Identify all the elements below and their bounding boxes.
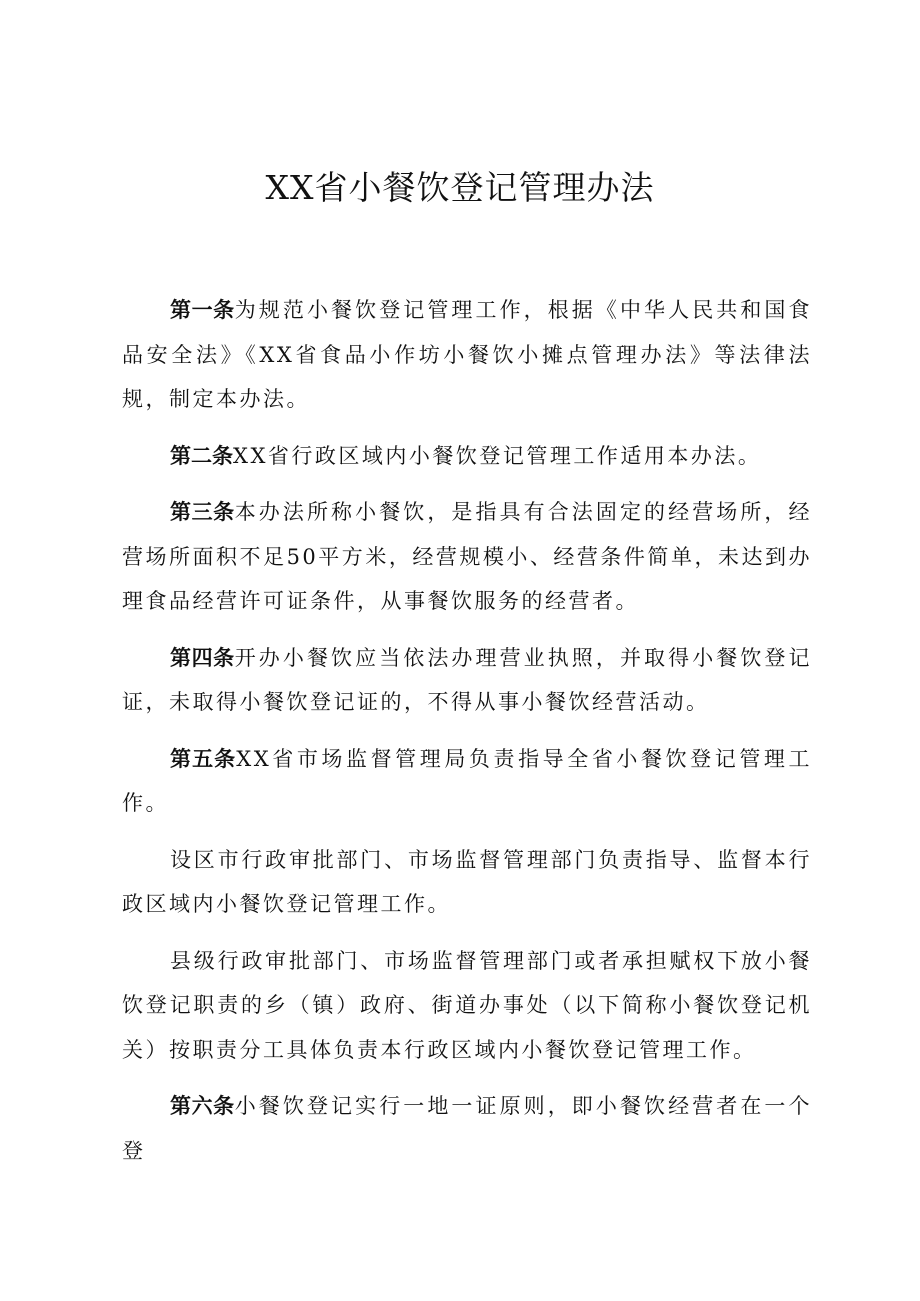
paragraph-article-3 xyxy=(122,490,812,624)
article-number: 第六条 xyxy=(170,1094,235,1118)
article-number: 第一条 xyxy=(170,298,235,322)
article-number: 第五条 xyxy=(170,746,237,771)
paragraph-article-5-clause-3 xyxy=(122,939,812,1073)
paragraph-article-1 xyxy=(122,288,812,422)
paragraph-text: XX省行政区域内小餐饮登记管理工作适用本办法。 xyxy=(233,443,762,468)
paragraph-article-5 xyxy=(122,737,812,826)
paragraph-text: 设区市行政审批部门、市场监督管理部门负责指导、监督本行政区域内小餐饮登记管理工作。 xyxy=(122,847,812,916)
article-number: 第四条 xyxy=(170,645,235,670)
document-title: XX省小餐饮登记管理办法 xyxy=(265,168,655,207)
paragraph-article-2 xyxy=(122,434,812,479)
paragraph-text: 小餐饮登记实行一地一证原则，即小餐饮经营者在一个登 xyxy=(122,1094,813,1163)
paragraph-article-5-clause-2 xyxy=(122,838,812,927)
paragraph-article-4 xyxy=(122,636,812,725)
paragraph-text: 县级行政审批部门、市场监督管理部门或者承担赋权下放小餐饮登记职责的乡（镇）政府、街道办事处（以下简称小餐饮登记机关）按职责分工具体负责本行政区域内小餐饮登记管理工作。 xyxy=(122,948,812,1062)
article-number: 第三条 xyxy=(170,500,235,524)
paragraph-text: 为规范小餐饮登记管理工作，根据《中华人民共和国食品安全法》《XX省食品小作坊小餐饮小摊点管理办法》等法律法规，制定本办法。 xyxy=(122,298,813,411)
paragraph-text: 开办小餐饮应当依法办理营业执照，并取得小餐饮登记证，未取得小餐饮登记证的，不得从事小餐饮经营活动。 xyxy=(122,645,813,714)
paragraph-text: XX省市场监督管理局负责指导全省小餐饮登记管理工作。 xyxy=(122,746,813,815)
article-number: 第二条 xyxy=(170,443,233,468)
paragraph-article-6 xyxy=(122,1084,812,1173)
paragraph-text: 本办法所称小餐饮，是指具有合法固定的经营场所，经营场所面积不足50平方米，经营规模小、经营条件简单，未达到办理食品经营许可证条件，从事餐饮服务的经营者。 xyxy=(122,500,813,613)
document-body xyxy=(122,288,812,1185)
